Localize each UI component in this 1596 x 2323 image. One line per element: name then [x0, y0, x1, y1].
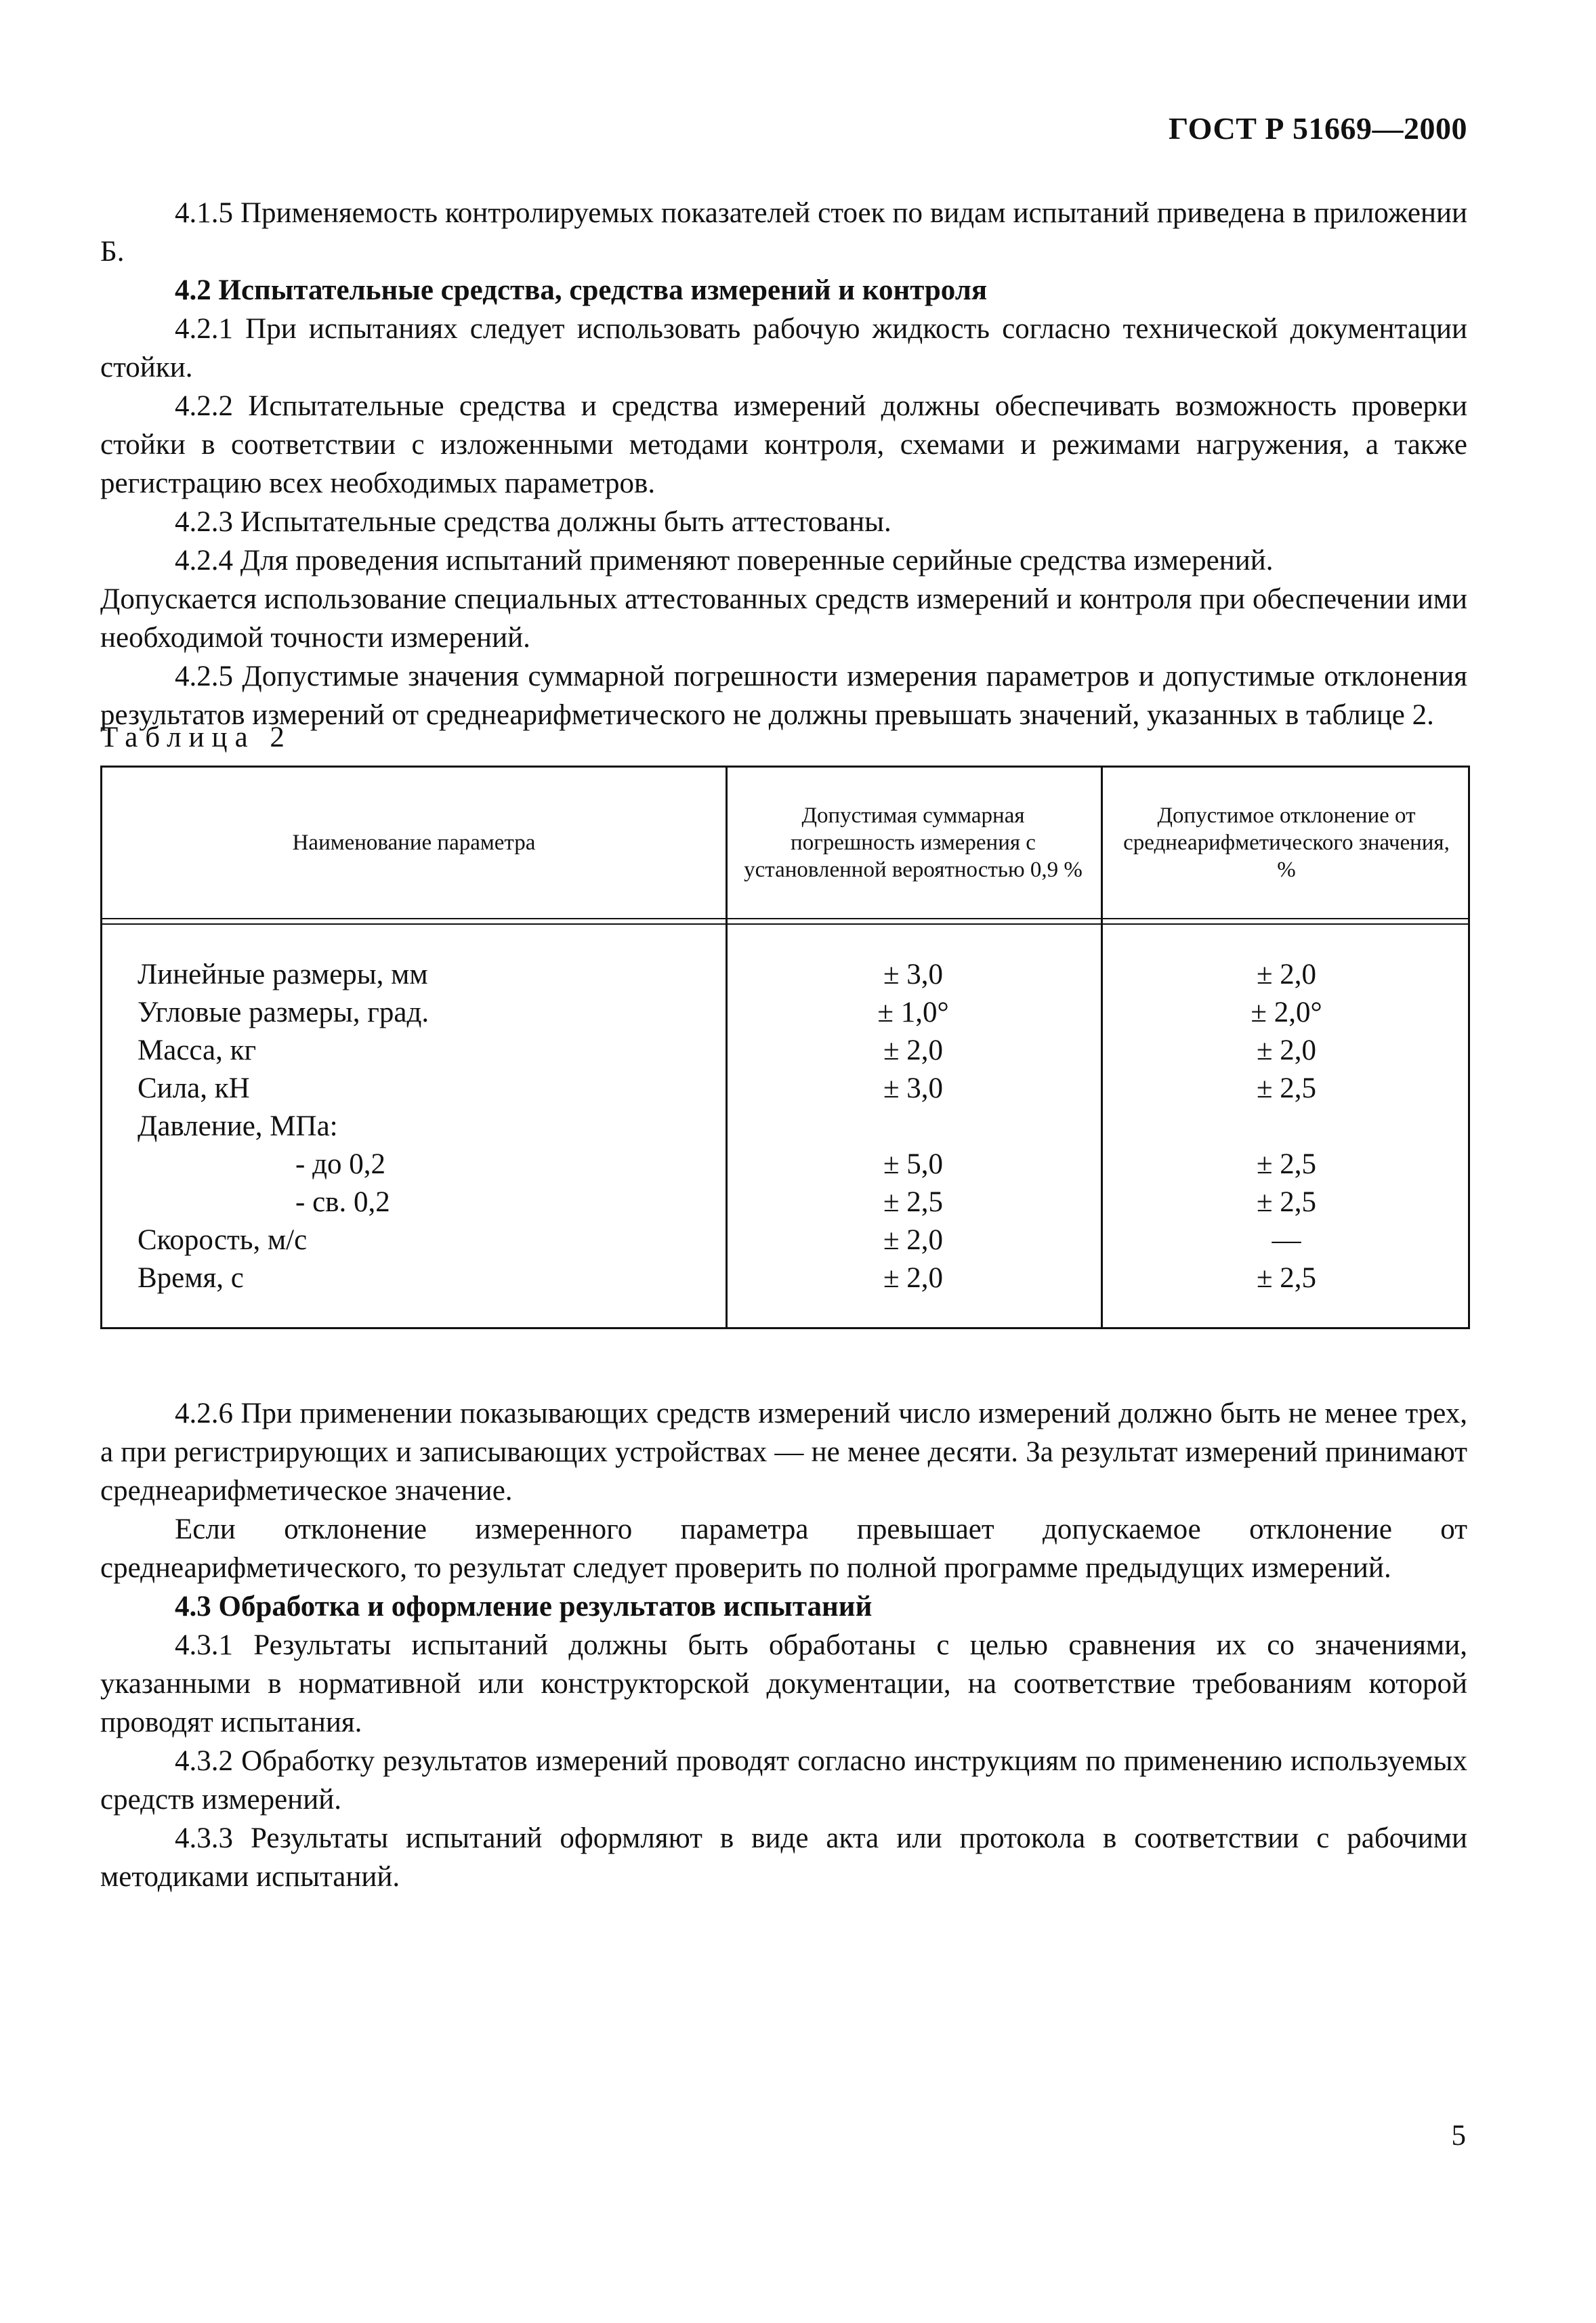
standard-header: ГОСТ Р 51669—2000 — [1169, 111, 1467, 146]
table-cell-parameter: Давление, МПа: — [138, 1110, 338, 1142]
table-cell-parameter: Время, с — [138, 1262, 244, 1294]
table-cell-deviation: ± 2,5 — [1256, 1186, 1317, 1218]
table-header-deviation: Допустимое отклонение от среднеарифметического значения, % — [1123, 803, 1450, 882]
paragraph-4-3-3: 4.3.3 Результаты испытаний оформляют в виде акта или протокола в соответствии с рабочими методиками испытаний. — [100, 1822, 1467, 1893]
table-cell-error: ± 1,0° — [877, 997, 949, 1028]
table-cell-deviation: — — [1272, 1224, 1301, 1256]
table-cell-deviation: ± 2,5 — [1256, 1072, 1317, 1104]
text-block-bottom — [100, 1394, 1467, 1896]
table-row — [102, 1184, 1468, 1221]
table-cell-error: ± 2,0 — [883, 1034, 944, 1066]
table-cell-parameter: Масса, кг — [138, 1034, 257, 1066]
table-header-error: Допустимая суммарная погрешность измерения с установленной вероятностью 0,9 % — [744, 803, 1083, 882]
table-cell-deviation: ± 2,5 — [1256, 1262, 1317, 1294]
paragraph-4-2-2: 4.2.2 Испытательные средства и средства измерений должны обеспечивать возможность проверки стойки в соответствии с изложенными методами контроля, схемами и режимами нагружения, а также регистрацию всех необходимых параметров. — [100, 390, 1467, 499]
table-row — [102, 1108, 1468, 1146]
paragraph-4-3-1: 4.3.1 Результаты испытаний должны быть обработаны с целью сравнения их со значениями, указанными в нормативной или конструкторской документации, на соответствие требованиям которой проводят испытания. — [100, 1629, 1467, 1738]
table-header-divider — [102, 918, 1468, 925]
table-cell-deviation: ± 2,5 — [1256, 1148, 1317, 1180]
table-row — [102, 1221, 1468, 1259]
paragraph-4-2-1: 4.2.1 При испытаниях следует использовать рабочую жидкость согласно технической документации стойки. — [100, 313, 1467, 383]
table-cell-error: ± 2,0 — [883, 1224, 944, 1256]
table-cell-error: ± 5,0 — [883, 1148, 944, 1180]
table-cell-error: ± 3,0 — [883, 959, 944, 990]
paragraph-4-2-4: 4.2.4 Для проведения испытаний применяют поверенные серийные средства измерений. — [175, 545, 1274, 577]
table-cell-parameter: - св. 0,2 — [295, 1186, 390, 1218]
paragraph-allowed: Допускается использование специальных аттестованных средств измерений и контроля при обеспечении ими необходимой точности измерений. — [100, 583, 1467, 654]
table-cell-parameter: - до 0,2 — [295, 1148, 385, 1180]
table-cell-parameter: Скорость, м/с — [138, 1224, 308, 1256]
table-cell-deviation: ± 2,0° — [1251, 997, 1322, 1028]
table-row — [102, 1146, 1468, 1184]
section-title-4-2: 4.2 Испытательные средства, средства измерений и контроля — [175, 274, 988, 306]
paragraph-deviation: Если отклонение измеренного параметра превышает допускаемое отклонение от среднеарифметического, то результат следует проверить по полной программе предыдущих измерений. — [100, 1513, 1467, 1584]
table-caption: Таблица 2 — [100, 721, 292, 753]
paragraph-4-1-5: 4.1.5 Применяемость контролируемых показателей стоек по видам испытаний приведена в приложении Б. — [100, 197, 1467, 268]
paragraph-4-2-6: 4.2.6 При применении показывающих средств измерений число измерений должно быть не менее трех, а при регистрирующих и записывающих устройствах — не менее десяти. За результат измерений принимают среднеарифметическое значение. — [100, 1398, 1467, 1507]
paragraph-4-2-5: 4.2.5 Допустимые значения суммарной погрешности измерения параметров и допустимые отклонения результатов измерений от среднеарифметического не должны превышать значений, указанных в таблице 2. — [100, 661, 1467, 731]
table-row — [102, 956, 1468, 994]
page-number: 5 — [1451, 2120, 1466, 2152]
section-title-4-3: 4.3 Обработка и оформление результатов испытаний — [175, 1591, 873, 1623]
table-cell-parameter: Угловые размеры, град. — [138, 997, 429, 1028]
table-row — [102, 1032, 1468, 1070]
table-cell-error: ± 2,5 — [883, 1186, 944, 1218]
table-row — [102, 1259, 1468, 1297]
table-cell-deviation: ± 2,0 — [1256, 1034, 1317, 1066]
paragraph-4-2-3: 4.2.3 Испытательные средства должны быть аттестованы. — [175, 506, 891, 538]
table-row — [102, 994, 1468, 1032]
table-2 — [100, 766, 1470, 1329]
paragraph-4-3-2: 4.3.2 Обработку результатов измерений проводят согласно инструкциям по применению используемых средств измерений. — [100, 1745, 1467, 1816]
table-cell-parameter: Линейные размеры, мм — [138, 959, 428, 990]
table-row — [102, 1070, 1468, 1108]
table-header-parameter: Наименование параметра — [292, 831, 536, 855]
table-cell-deviation: ± 2,0 — [1256, 959, 1317, 990]
table-cell-error: ± 2,0 — [883, 1262, 944, 1294]
table-cell-parameter: Сила, кН — [138, 1072, 250, 1104]
text-block-top — [100, 194, 1467, 734]
table-cell-error: ± 3,0 — [883, 1072, 944, 1104]
